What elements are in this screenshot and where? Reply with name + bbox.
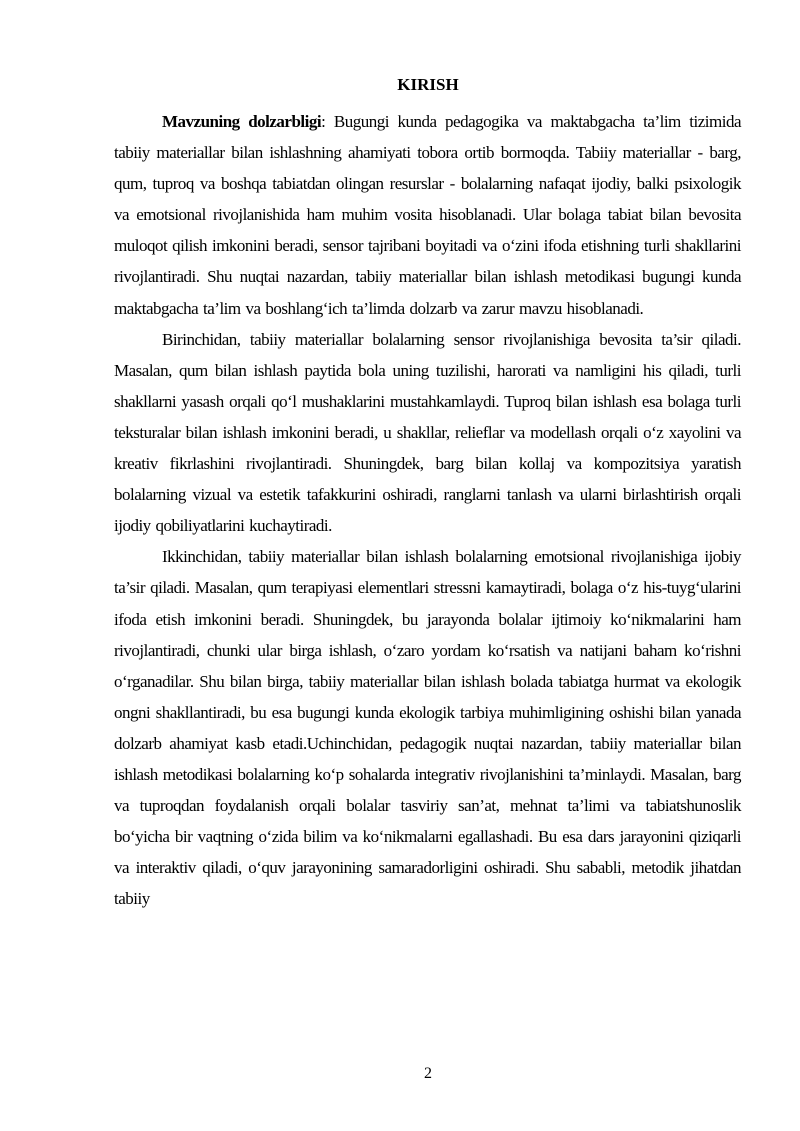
document-body bbox=[114, 106, 741, 914]
paragraph-lead: Mavzuning dolzarbligi bbox=[162, 112, 322, 131]
paragraph-firstly: Birinchidan, tabiiy materiallar bolalarning sensor rivojlanishiga bevosita ta’sir qiladi. Masalan, qum bilan ishlash paytida bola uning tuzilishi, harorati va namligini his qiladi, turli shakllarni yasash orqali qo‘l mushaklarini mustahkamlaydi. Tuproq bilan ishlash esa bolaga turli teksturalar bilan ishlash imkonini beradi, u shakllar, relieflar va modellash orqali o‘z xayolini va kreativ fikrlashini rivojlantiradi. Shuningdek, barg bilan kollaj va kompozitsiya yaratish bolalarning vizual va estetik tafakkurini oshiradi, ranglarni tanlash va ularni birlashtirish orqali ijodiy qobiliyatlarini kuchaytiradi. bbox=[114, 329, 741, 536]
paragraph-relevance bbox=[114, 106, 741, 324]
paragraph-text: : Bugungi kunda pedagogika va maktabgacha ta’lim tizimida tabiiy materiallar bilan ishlashning ahamiyati tobora ortib bormoqda. Tabiiy materiallar - barg, qum, tuproq va boshqa tabiatdan olingan resurslar - bolalarning nafaqat ijodiy, balki psixologik va emotsional rivojlanishida ham muhim vosita hisoblanadi. Ular bolaga tabiat bilan bevosita muloqot qilish imkonini beradi, sensor tajribani boyitadi va o‘zini ifoda etishning turli shakllarini rivojlantiradi. Shu nuqtai nazardan, tabiiy materiallar bilan ishlash metodikasi bugungi kunda maktabgacha ta’lim va boshlang‘ich ta’limda dolzarb va zarur mavzu hisoblanadi. bbox=[114, 112, 742, 318]
paragraph-secondly: Ikkinchidan, tabiiy materiallar bilan ishlash bolalarning emotsional rivojlanishiga ijobiy ta’sir qiladi. Masalan, qum terapiyasi elementlari stressni kamaytiradi, bolaga o‘z his-tuyg‘ularini ifoda etish imkonini beradi. Shuningdek, bu jarayonda bolalar ijtimoiy ko‘nikmalarini ham rivojlantiradi, chunki ular birga ishlash, o‘zaro yordam ko‘rsatish va natijani baham ko‘rishni o‘rganadilar. Shu bilan birga, tabiiy materiallar bilan ishlash bolada tabiatga hurmat va ekologik ongni shakllantiradi, bu esa bugungi kunda ekologik tarbiya muhimligining oshishi bilan yanada dolzarb ahamiyat kasb etadi.Uchinchidan, pedagogik nuqtai nazardan, tabiiy materiallar bilan ishlash metodikasi bolalarning ko‘p sohalarda integrativ rivojlanishini ta’minlaydi. Masalan, barg va tuproqdan foydalanish orqali bolalar tasviriy san’at, mehnat ta’limi va tabiatshunoslik bo‘yicha bir vaqtning o‘zida bilim va ko‘nikmalarni egallashadi. Bu esa dars jarayonini qiziqarli va interaktiv qiladi, o‘quv jarayonining samaradorligini oshiradi. Shu sababli, metodik jihatdan tabiiy bbox=[114, 547, 741, 909]
page-number: 2 bbox=[424, 1065, 432, 1082]
page-title: KIRISH bbox=[397, 75, 459, 94]
